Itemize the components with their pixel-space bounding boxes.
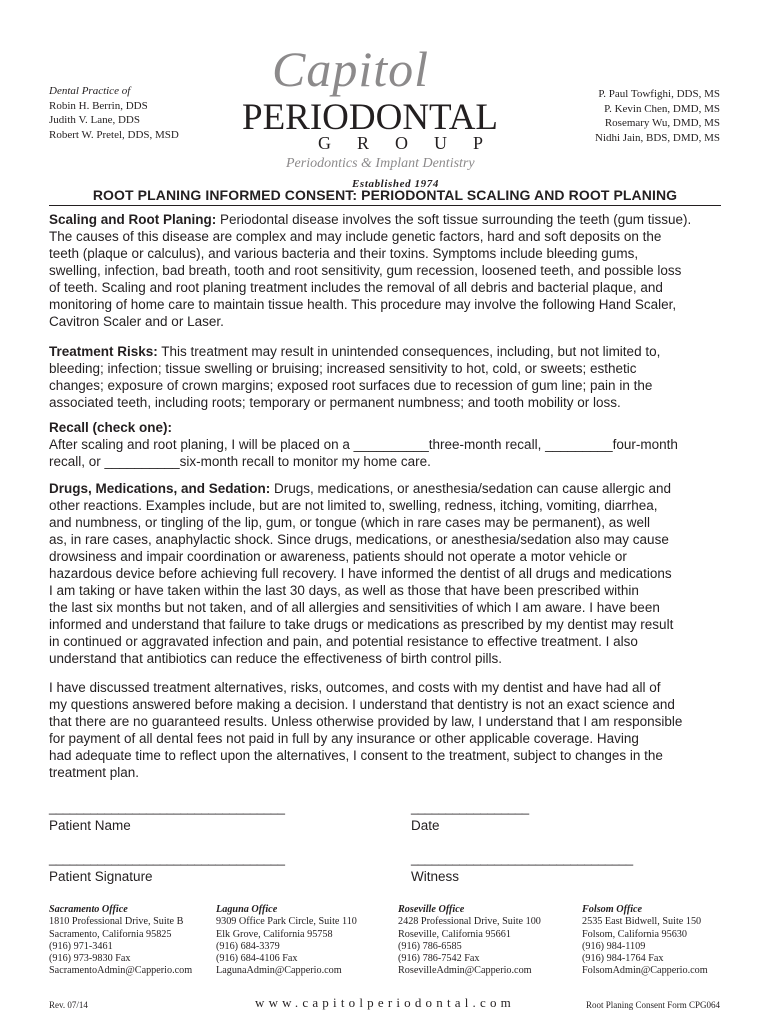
- office-email: RosevilleAdmin@Capperio.com: [398, 965, 532, 977]
- paragraph-text: understand that antibiotics can reduce the effectiveness of birth control pills.: [49, 651, 503, 666]
- office-address: 9309 Office Park Circle, Suite 110: [216, 916, 357, 928]
- office-sacramento: [49, 904, 192, 978]
- office-folsom: [582, 904, 708, 978]
- office-city: Elk Grove, California 95758: [216, 928, 333, 940]
- office-name: Folsom Office: [582, 904, 643, 915]
- paragraph-text: Cavitron Scaler and or Laser.: [49, 314, 224, 329]
- office-fax: (916) 973-9830 Fax: [49, 953, 131, 965]
- section-scaling: [49, 211, 721, 330]
- doctor-name: Judith V. Lane, DDS: [49, 114, 140, 126]
- recall-options[interactable]: recall, or __________six-month recall to monitor my home care.: [49, 454, 431, 469]
- paragraph-text: monitoring of home care to maintain tissue health. This procedure may involve the following Hand Scaler,: [49, 297, 677, 312]
- office-name: Roseville Office: [398, 904, 465, 915]
- office-city: Sacramento, California 95825: [49, 928, 172, 940]
- header-left-practice: [49, 84, 179, 142]
- section-heading: Scaling and Root Planing:: [49, 212, 217, 227]
- section-heading: Recall (check one):: [49, 420, 173, 435]
- paragraph-text: teeth (plaque or calculus), and various bacteria and their toxins. Symptoms include bleeding gums,: [49, 246, 639, 261]
- office-phone: (916) 684-3379: [216, 940, 280, 952]
- logo-sub-word: GROUP: [318, 133, 510, 153]
- paragraph-text: changes; exposure of crown margins; exposed root surfaces due to recession of gum line; pain in the: [49, 378, 653, 393]
- section-treatment-risks: [49, 343, 721, 411]
- patient-name-field[interactable]: __________________________________: [49, 800, 285, 815]
- section-recall: [49, 419, 721, 470]
- office-address: 2535 East Bidwell, Suite 150: [582, 916, 702, 928]
- doctor-name: P. Paul Towfighi, DDS, MS: [598, 88, 720, 100]
- paragraph-text: other reactions. Examples include, but are not limited to, swelling, redness, itching, vomiting, diarrhea,: [49, 498, 658, 513]
- paragraph-text: This treatment may result in unintended consequences, including, but not limited to,: [157, 344, 661, 359]
- paragraph-text: I have discussed treatment alternatives, risks, outcomes, and costs with my dentist and have had all of: [49, 680, 661, 695]
- office-phone: (916) 786-6585: [398, 940, 462, 952]
- office-email: SacramentoAdmin@Capperio.com: [49, 965, 193, 977]
- website-url[interactable]: www.capitolperiodontal.com: [255, 995, 515, 1010]
- witness-label: Witness: [411, 869, 460, 884]
- office-phone: (916) 971-3461: [49, 940, 113, 952]
- office-fax: (916) 984-1764 Fax: [582, 953, 664, 965]
- section-drugs: [49, 480, 721, 667]
- office-address: 2428 Professional Drive, Suite 100: [398, 916, 541, 928]
- patient-signature-label: Patient Signature: [49, 869, 153, 884]
- paragraph-text: informed and understand that failure to take drugs or medications as prescribed by my dentist may result: [49, 617, 674, 632]
- office-city: Folsom, California 95630: [582, 928, 687, 940]
- doctor-name: Rosemary Wu, DMD, MS: [604, 117, 720, 129]
- paragraph-text: the last six months but not taken, and of all allergies and sensitivities of which I am aware. I have been: [49, 600, 660, 615]
- paragraph-text: for payment of all dental fees not paid in full by any insurance or other applicable coverage. Having: [49, 731, 639, 746]
- office-name: Sacramento Office: [49, 904, 128, 915]
- date-field[interactable]: _________________: [411, 800, 529, 815]
- paragraph-text: my questions answered before making a decision. I understand that dentistry is not an exact science and: [49, 697, 675, 712]
- doctor-name: P. Kevin Chen, DMD, MS: [604, 102, 720, 115]
- section-heading: Drugs, Medications, and Sedation:: [49, 481, 271, 496]
- paragraph-text: drowsiness and impair coordination or awareness, patients should not operate a motor vehicle or: [49, 549, 627, 564]
- office-email: LagunaAdmin@Capperio.com: [216, 965, 342, 977]
- office-email: FolsomAdmin@Capperio.com: [582, 965, 708, 977]
- header-right-doctors: [595, 87, 720, 145]
- paragraph-text: and numbness, or tingling of the lip, gum, or tongue (which in rare cases may be permanent), as well: [49, 515, 651, 530]
- paragraph-text: had adequate time to reflect upon the alternatives, I consent to the treatment, subject to changes in the: [49, 748, 663, 763]
- doctor-name: Nidhi Jain, BDS, DMD, MS: [595, 131, 720, 144]
- paragraph-text: hazardous device before achieving full recovery. I have informed the dentist of all drugs and medications: [49, 566, 672, 581]
- office-city: Roseville, California 95661: [398, 928, 511, 940]
- doctor-name: Robin H. Berrin, DDS: [49, 99, 148, 112]
- section-consent: [49, 679, 721, 781]
- title-divider: [49, 205, 721, 206]
- recall-options[interactable]: After scaling and root planing, I will be placed on a __________three-month recall, _________four-month: [49, 437, 678, 452]
- practice-label: Dental Practice of: [49, 85, 131, 97]
- patient-name-label: Patient Name: [49, 818, 131, 833]
- office-address: 1810 Professional Drive, Suite B: [49, 916, 184, 928]
- office-phone: (916) 984-1109: [582, 940, 646, 952]
- paragraph-text: Drugs, medications, or anesthesia/sedation can cause allergic and: [270, 481, 672, 496]
- paragraph-text: that there are no guaranteed results. Unless otherwise provided by law, I understand that I am responsible: [49, 714, 683, 729]
- office-roseville: [398, 904, 541, 978]
- date-label: Date: [411, 818, 440, 833]
- office-name: Laguna Office: [216, 904, 278, 915]
- patient-signature-field[interactable]: __________________________________: [49, 851, 285, 866]
- paragraph-text: bleeding; infection; tissue swelling or bruising; increased sensitivity to hot, cold, or sweets; esthetic: [49, 361, 637, 376]
- paragraph-text: Periodontal disease involves the soft tissue surrounding the teeth (gum tissue).: [216, 212, 692, 227]
- logo-established: Established 1974: [352, 178, 439, 190]
- paragraph-text: associated teeth, including roots; temporary or permanent numbness; and tooth mobility or loss.: [49, 395, 621, 410]
- practice-logo: [232, 42, 532, 190]
- paragraph-text: of teeth. Scaling and root planing treatment includes the removal of all debris and bacterial plaque, and: [49, 280, 663, 295]
- witness-field[interactable]: ________________________________: [411, 851, 633, 866]
- office-fax: (916) 786-7542 Fax: [398, 953, 480, 965]
- paragraph-text: swelling, infection, bad breath, tooth and root sensitivity, gum recession, loosened teeth, and possible loss: [49, 263, 682, 278]
- paragraph-text: I am taking or have taken within the last 30 days, as well as those that have been prescribed within: [49, 583, 639, 598]
- form-id-label: Root Planing Consent Form CPG064: [585, 1000, 720, 1010]
- paragraph-text: treatment plan.: [49, 765, 140, 780]
- office-laguna: [216, 904, 357, 978]
- office-fax: (916) 684-4106 Fax: [216, 953, 298, 965]
- paragraph-text: The causes of this disease are complex and may include genetic factors, hard and soft deposits on the: [49, 229, 662, 244]
- logo-main-word: PERIODONTAL: [242, 97, 499, 138]
- logo-tagline: Periodontics & Implant Dentistry: [286, 156, 475, 171]
- document-title: ROOT PLANING INFORMED CONSENT: PERIODONTAL SCALING AND ROOT PLANING: [92, 187, 678, 203]
- revision-label: Rev. 07/14: [49, 1000, 88, 1010]
- doctor-name: Robert W. Pretel, DDS, MSD: [49, 128, 179, 141]
- logo-script-word: Capitol: [272, 41, 430, 97]
- paragraph-text: in continued or aggravated infection and pain, and potential resistance to effective treatment. I also: [49, 634, 638, 649]
- paragraph-text: as, in rare cases, anaphylactic shock. Since drugs, medications, or anesthesia/sedation also may cause: [49, 532, 669, 547]
- section-heading: Treatment Risks:: [49, 344, 158, 359]
